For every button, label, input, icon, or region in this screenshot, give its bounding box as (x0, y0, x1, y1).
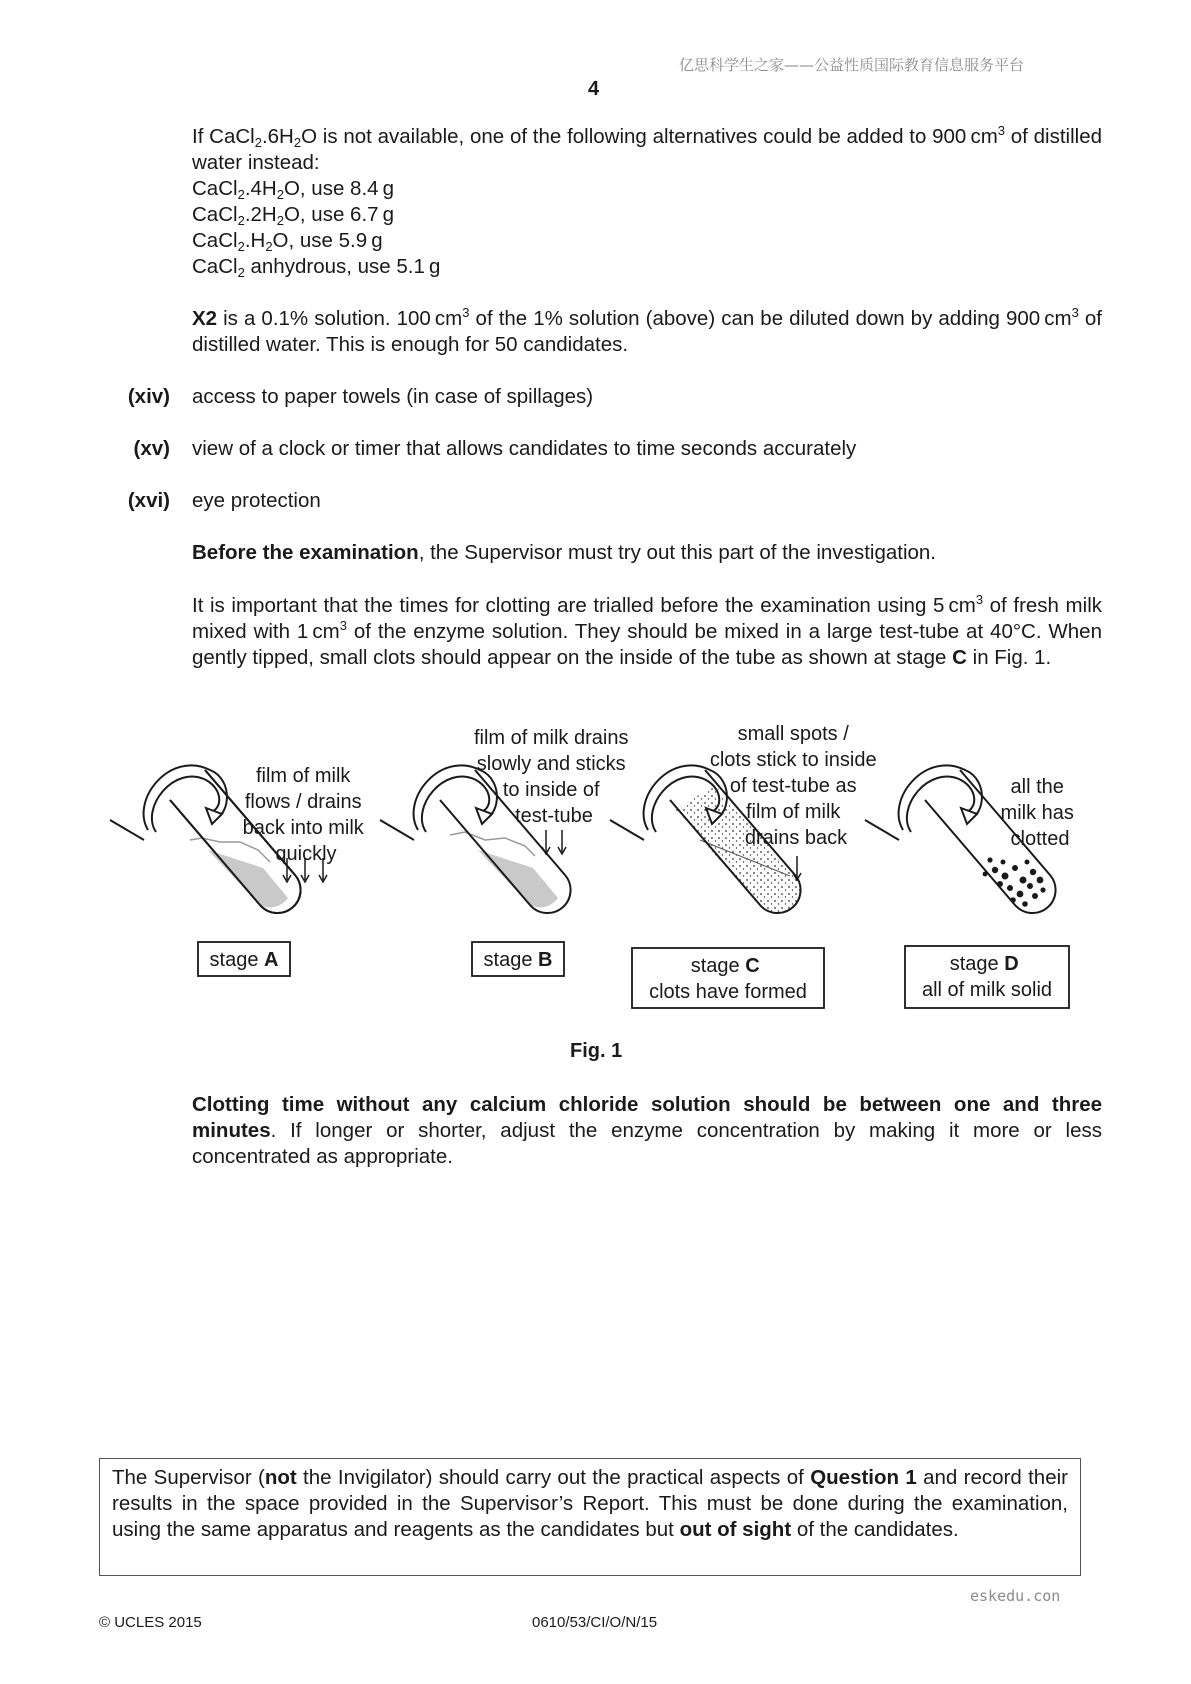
alternative-item: $CaCl_2.4H_2O$, use 8.4 g (192, 177, 395, 202)
stage-a-label: stage A (209, 949, 279, 971)
stage-c-label: stage C clots have formed (649, 955, 807, 1003)
supervisor-note-box: The Supervisor (not the Invigilator) should carry out the practical aspects of Question 1 and record their results in the space provided in the Supervisor’s Report. This must be done during the examination, using the same apparatus and reagents as the candidates but out of sight of the candidates. (99, 1458, 1081, 1576)
alternative-item: CaCl$_2$ anhydrous, use 5.1 g (192, 255, 441, 280)
intro-paragraph: If $CaCl_2.6H_2O$ is not available, one of the following alternatives could be added to 900 $cm^3$ of distilled water instead: (192, 123, 1102, 174)
item-text-xvi: eye protection (192, 489, 321, 512)
item-label-xvi: (xvi) (127, 489, 170, 512)
watermark-header: 亿思科学生之家——公益性质国际教育信息服务平台 (679, 56, 1025, 74)
figure-1-diagram (0, 710, 1191, 1050)
alternative-item: $CaCl_2.H_2O$, use 5.9 g (192, 229, 383, 254)
stage-d-note: all the milk has clotted (1000, 776, 1074, 850)
item-label-xv: (xv) (133, 437, 170, 460)
stage-b-arrows (542, 830, 566, 854)
before-exam-paragraph: Before the examination, the Supervisor must try out this part of the investigation. (192, 541, 937, 564)
x2-paragraph: X2 is a 0.1% solution. 100 $cm^3$ of the 1% solution (above) can be diluted down by adding 900 $cm^3$ of distilled water. This is enough for 50 candidates. (192, 305, 1103, 356)
trial-paragraph: It is important that the times for clotting are trialled before the examination using 5 $cm^3$ of fresh milk mixed with 1 $cm^3$ of the enzyme solution. They should be mixed in a large test-tube at 40°C. When gently tipped, small clots should appear on the inside of the tube as shown at stage C in Fig. 1. (192, 592, 1102, 669)
stage-d-label: stage D all of milk solid (921, 953, 1053, 1001)
page-number: 4 (588, 78, 600, 100)
stage-c-arrow (793, 856, 801, 880)
alternative-item: $CaCl_2.2H_2O$, use 6.7 g (192, 203, 395, 228)
footer-copyright: © UCLES 2015 (99, 1614, 202, 1631)
stage-a-tube (110, 765, 301, 913)
stage-b-label: stage B (483, 949, 553, 971)
clotting-paragraph: Clotting time without any calcium chloride solution should be between one and three minutes. If longer or shorter, adjust the enzyme concentration by making it more or less concentrated as appropriate. (192, 1093, 1102, 1168)
figure-caption: Fig. 1 (570, 1040, 623, 1062)
item-text-xv: view of a clock or timer that allows candidates to time seconds accurately (192, 437, 857, 460)
alternatives-list (192, 176, 440, 280)
item-text-xiv: access to paper towels (in case of spillages) (192, 385, 594, 408)
item-label-xiv: (xiv) (127, 385, 170, 408)
stage-b-note: film of milk drains slowly and sticks to inside of test-tube (473, 727, 629, 827)
stage-a-note: film of milk flows / drains back into milk quickly (242, 765, 364, 865)
footer-code: 0610/53/CI/O/N/15 (532, 1614, 658, 1631)
footer-site: eskedu.con (970, 1587, 1061, 1605)
stage-c-note: small spots / clots stick to inside of test-tube as film of milk drains back (709, 723, 877, 849)
